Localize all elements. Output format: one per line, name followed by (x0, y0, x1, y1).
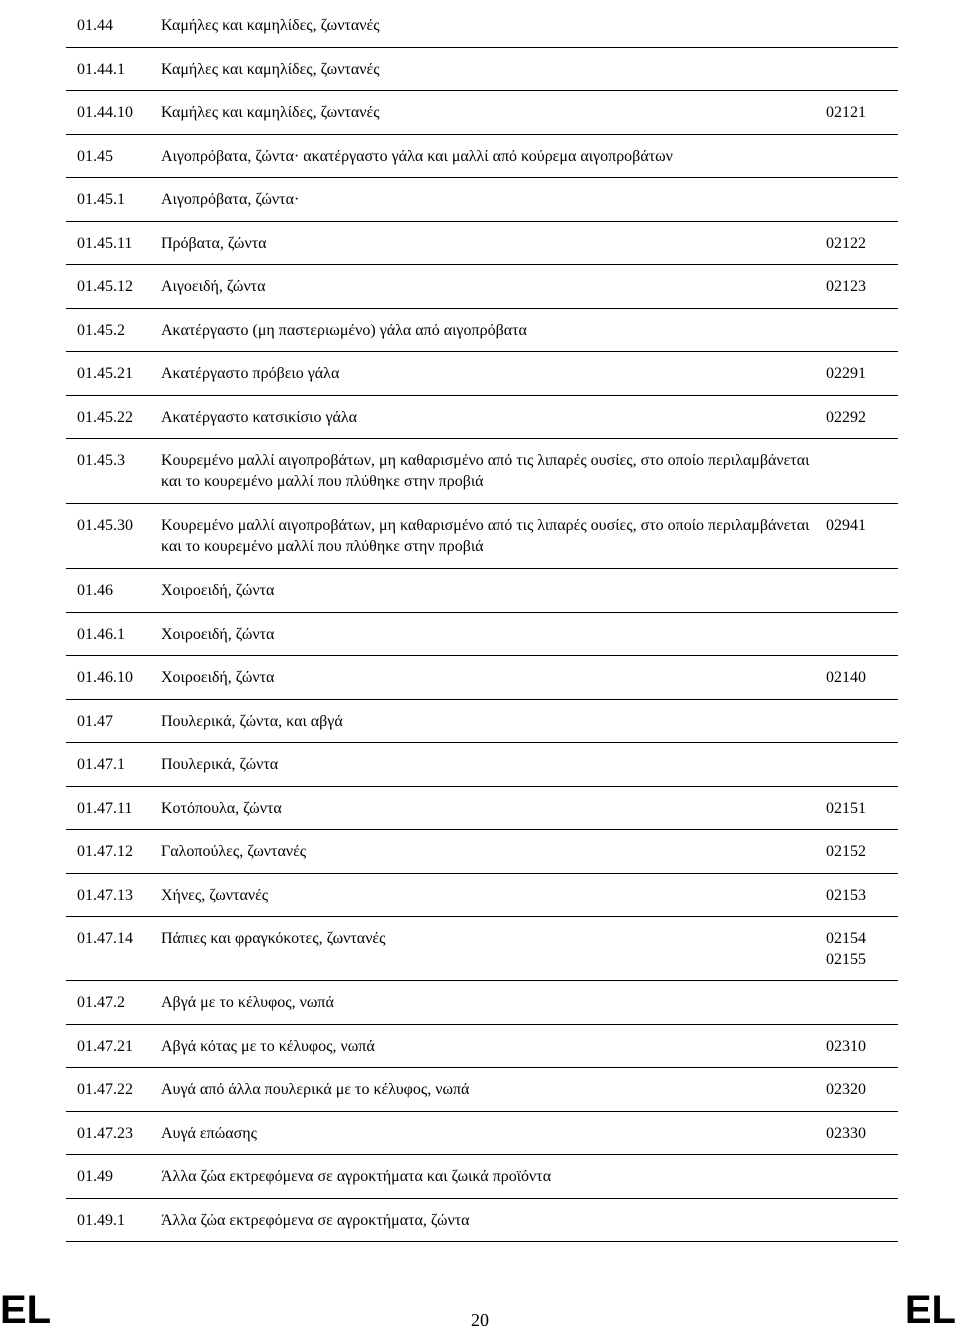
row-description: Πουλερικά, ζώντα (161, 756, 279, 773)
table-row (66, 743, 898, 787)
table-row (66, 178, 898, 222)
row-description: Κουρεμένο μαλλί αιγοπροβάτων, μη καθαρισμένο από τις λιπαρές ουσίες, στο οποίο περιλαμβάνεται και το κουρεμένο μαλλί που πλύθηκε στην προβιά (161, 452, 810, 490)
row-description: Κουρεμένο μαλλί αιγοπροβάτων, μη καθαρισμένο από τις λιπαρές ουσίες, στο οποίο περιλαμβάνεται και το κουρεμένο μαλλί που πλύθηκε στην προβιά (161, 517, 810, 555)
row-code: 01.45.30 (77, 517, 133, 534)
table-row (66, 656, 898, 700)
row-code: 01.47.11 (77, 799, 133, 817)
row-code: 01.47.2 (77, 994, 125, 1011)
row-description: Άλλα ζώα εκτρεφόμενα σε αγροκτήματα και ζωικά προϊόντα (161, 1168, 552, 1185)
row-description: Πάπιες και φραγκόκοτες, ζωντανές (161, 930, 386, 947)
row-code: 01.47.22 (77, 1081, 133, 1098)
row-description: Ακατέργαστο κατσικίσιο γάλα (161, 408, 358, 426)
row-description: Χοιροειδή, ζώντα (161, 582, 275, 599)
row-reference-code: 02941 (826, 517, 866, 534)
row-code: 01.44.10 (77, 104, 133, 121)
row-code: 01.47.21 (77, 1037, 133, 1055)
table-row (66, 91, 898, 135)
classification-table (66, 4, 898, 1242)
table-row (66, 700, 898, 744)
table-row (66, 874, 898, 918)
table-row (66, 439, 898, 504)
table-row (66, 981, 898, 1025)
row-reference-code: 02122 (826, 234, 866, 252)
table-row (66, 1155, 898, 1199)
row-description: Χοιροειδή, ζώντα (161, 669, 275, 686)
row-description: Αβγά με το κέλυφος, νωπά (161, 994, 334, 1011)
row-description: Κοτόπουλα, ζώντα (161, 799, 282, 817)
table-row (66, 787, 898, 831)
row-code: 01.49.1 (77, 1211, 125, 1229)
table-row (66, 135, 898, 179)
row-code: 01.45.3 (77, 452, 125, 469)
row-description: Χήνες, ζωντανές (161, 886, 269, 904)
row-description: Άλλα ζώα εκτρεφόμενα σε αγροκτήματα, ζώντα (161, 1211, 470, 1229)
row-reference-code: 02292 (826, 408, 866, 426)
row-description: Καμήλες και καμηλίδες, ζωντανές (161, 17, 380, 34)
row-description: Αιγοπρόβατα, ζώντα· (161, 191, 300, 208)
row-code: 01.47.23 (77, 1124, 133, 1142)
table-row (66, 309, 898, 353)
row-description: Αβγά κότας με το κέλυφος, νωπά (161, 1037, 375, 1055)
row-reference-code: 02151 (826, 799, 866, 817)
row-reference-code: 02310 (826, 1037, 866, 1055)
row-description: Γαλοπούλες, ζωντανές (161, 843, 307, 860)
row-reference-code: 02330 (826, 1124, 866, 1142)
table-row (66, 504, 898, 569)
row-description: Αυγά επώασης (161, 1124, 257, 1142)
row-code: 01.44 (77, 17, 113, 34)
row-reference-code: 02153 (826, 886, 866, 904)
table-row (66, 569, 898, 613)
footer-language-right: EL (904, 1288, 956, 1332)
row-code: 01.45.12 (77, 278, 133, 295)
table-row (66, 1112, 898, 1156)
table-row (66, 1068, 898, 1112)
table-row (66, 4, 898, 48)
row-reference-code: 02123 (826, 278, 866, 295)
row-reference-code: 02140 (826, 669, 866, 686)
row-description: Χοιροειδή, ζώντα (161, 625, 275, 643)
row-code: 01.47 (77, 712, 113, 730)
row-description: Ακατέργαστο πρόβειο γάλα (161, 365, 340, 382)
row-description: Πρόβατα, ζώντα (161, 234, 267, 252)
row-code: 01.45.11 (77, 234, 133, 252)
row-code: 01.45.2 (77, 321, 125, 339)
row-description: Πουλερικά, ζώντα, και αβγά (161, 712, 343, 730)
row-description: Αυγά από άλλα πουλερικά με το κέλυφος, νωπά (161, 1081, 470, 1098)
table-row (66, 48, 898, 92)
row-description: Αιγοπρόβατα, ζώντα· ακατέργαστο γάλα και μαλλί από κούρεμα αιγοπροβάτων (161, 147, 673, 165)
row-code: 01.47.1 (77, 756, 125, 773)
table-row (66, 352, 898, 396)
row-reference-code: 02121 (826, 104, 866, 121)
row-code: 01.44.1 (77, 60, 125, 78)
row-reference-code: 02154 02155 (826, 930, 866, 968)
row-description: Καμήλες και καμηλίδες, ζωντανές (161, 60, 380, 78)
row-code: 01.45 (77, 147, 113, 165)
row-code: 01.47.14 (77, 930, 133, 947)
table-row (66, 1025, 898, 1069)
row-description: Καμήλες και καμηλίδες, ζωντανές (161, 104, 380, 121)
table-row (66, 917, 898, 981)
row-reference-code: 02152 (826, 843, 866, 860)
row-description: Αιγοειδή, ζώντα (161, 278, 266, 295)
table-row (66, 830, 898, 874)
row-reference-code: 02291 (826, 365, 866, 382)
row-code: 01.46.1 (77, 625, 125, 643)
page-number: 20 (471, 1310, 489, 1330)
table-row (66, 222, 898, 266)
row-description: Ακατέργαστο (μη παστεριωμένο) γάλα από αιγοπρόβατα (161, 321, 527, 339)
table-row (66, 265, 898, 309)
row-reference-code: 02320 (826, 1081, 866, 1098)
row-code: 01.46.10 (77, 669, 133, 686)
footer-language-left: EL (0, 1288, 52, 1332)
row-code: 01.45.21 (77, 365, 133, 382)
row-code: 01.47.13 (77, 886, 133, 904)
row-code: 01.46 (77, 582, 113, 599)
row-code: 01.45.1 (77, 191, 125, 208)
row-code: 01.49 (77, 1168, 113, 1185)
row-code: 01.45.22 (77, 408, 133, 426)
row-code: 01.47.12 (77, 843, 133, 860)
table-row (66, 613, 898, 657)
table-row (66, 1199, 898, 1243)
table-row (66, 396, 898, 440)
